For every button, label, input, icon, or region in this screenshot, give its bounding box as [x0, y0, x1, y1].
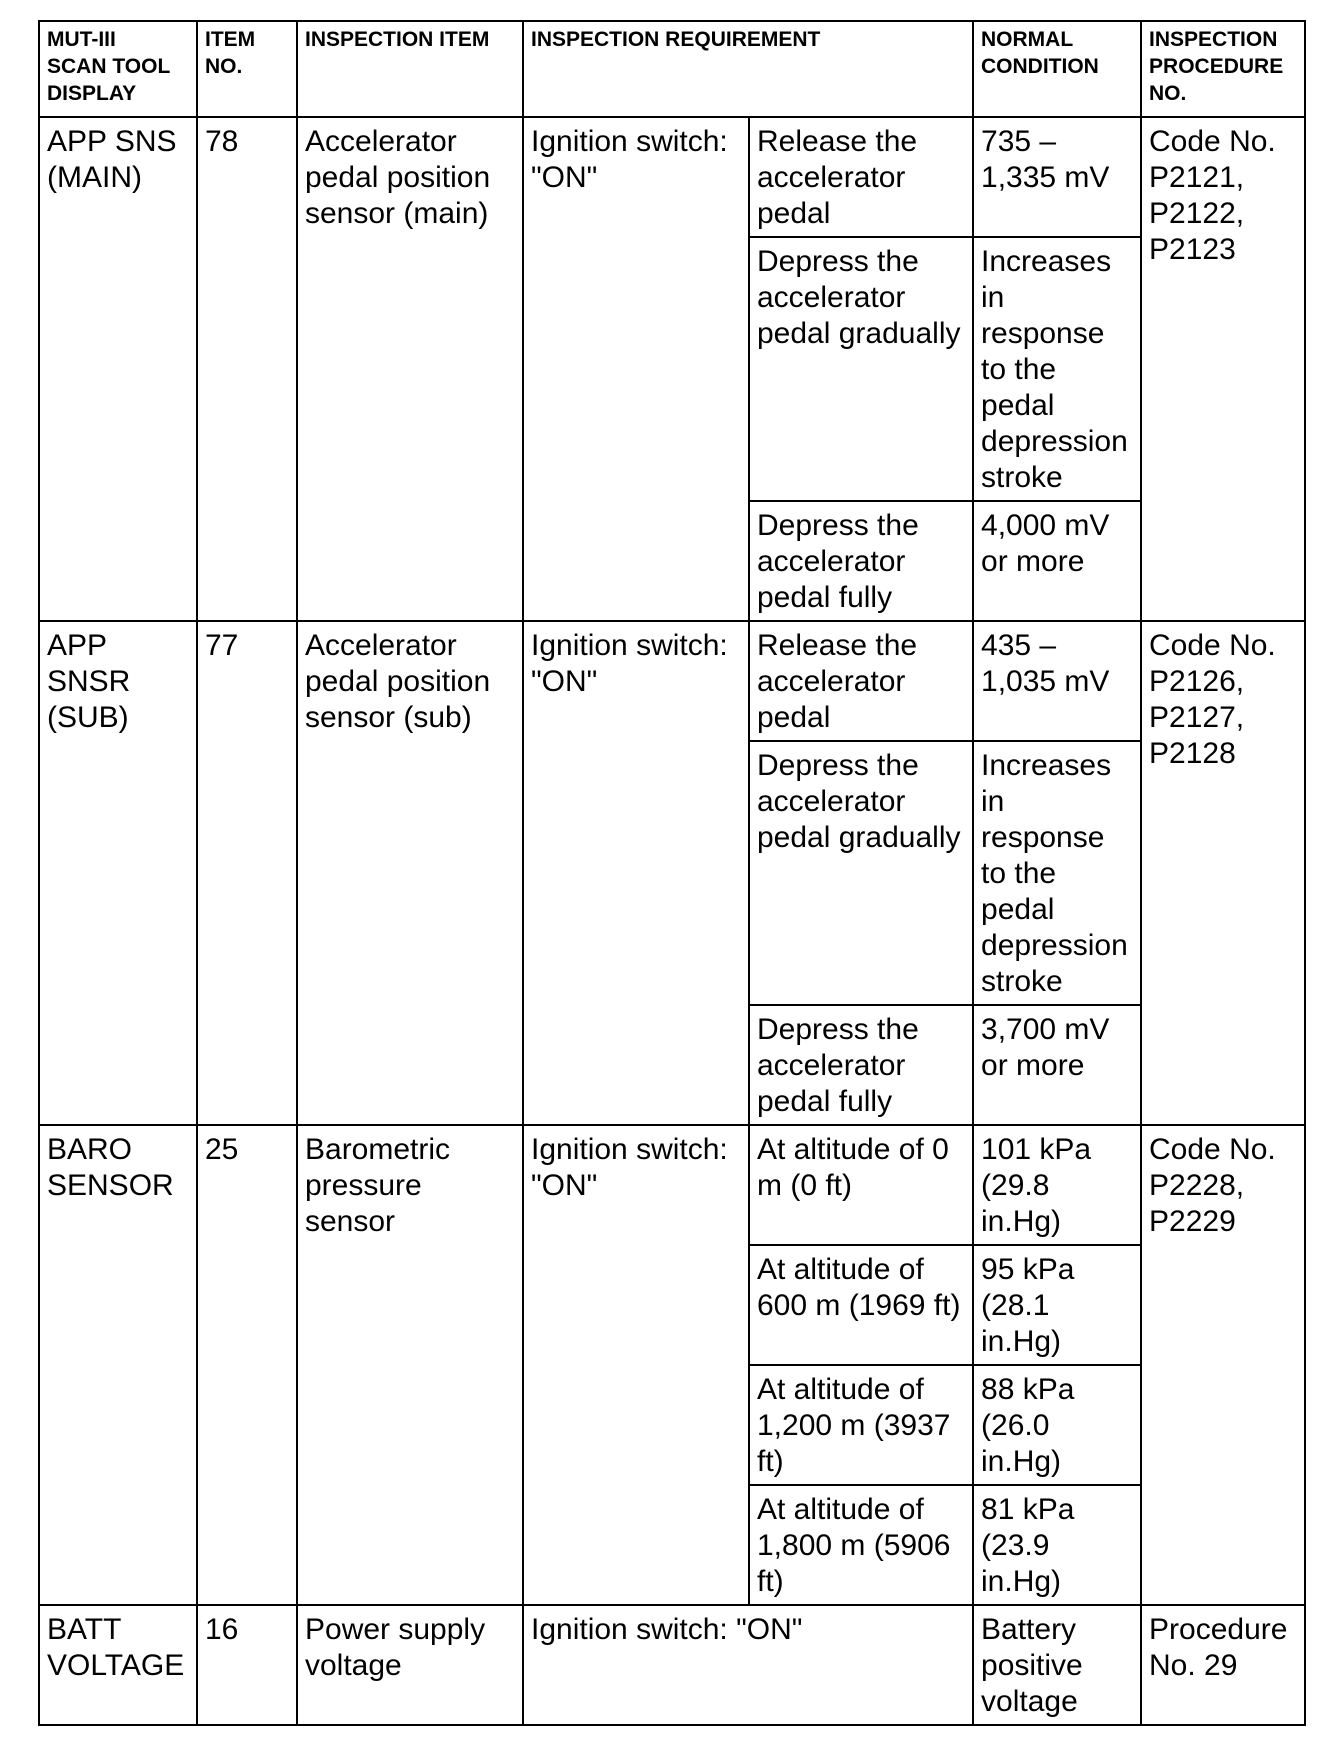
- display-cell: BATT VOLTAGE: [39, 1605, 197, 1725]
- item-no-cell: 78: [197, 117, 297, 621]
- normal-condition-cell: 88 kPa (26.0 in.Hg): [973, 1365, 1141, 1485]
- procedure-cell: Code No. P2126, P2127, P2128: [1141, 621, 1305, 1125]
- header-procedure-no: INSPECTION PROCEDURE NO.: [1141, 21, 1305, 117]
- normal-condition-cell: 435 – 1,035 mV: [973, 621, 1141, 741]
- condition-requirement-cell: Depress the accelerator pedal gradually: [749, 237, 973, 501]
- normal-condition-cell: 101 kPa (29.8 in.Hg): [973, 1125, 1141, 1245]
- normal-condition-cell: Increases in response to the pedal depression stroke: [973, 741, 1141, 1005]
- inspection-item-cell: Barometric pressure sensor: [297, 1125, 523, 1605]
- normal-condition-cell: 95 kPa (28.1 in.Hg): [973, 1245, 1141, 1365]
- condition-requirement-cell: At altitude of 0 m (0 ft): [749, 1125, 973, 1245]
- table-row: [39, 1125, 1305, 1245]
- normal-condition-cell: Battery positive voltage: [973, 1605, 1141, 1725]
- display-cell: BARO SENSOR: [39, 1125, 197, 1605]
- condition-requirement-cell: At altitude of 1,800 m (5906 ft): [749, 1485, 973, 1605]
- requirement-cell: Ignition switch: "ON": [523, 1605, 973, 1725]
- display-cell: APP SNSR (SUB): [39, 621, 197, 1125]
- procedure-cell: Code No. P2228, P2229: [1141, 1125, 1305, 1605]
- condition-requirement-cell: Release the accelerator pedal: [749, 117, 973, 237]
- item-no-cell: 25: [197, 1125, 297, 1605]
- inspection-item-cell: Accelerator pedal position sensor (main): [297, 117, 523, 621]
- normal-condition-cell: 81 kPa (23.9 in.Hg): [973, 1485, 1141, 1605]
- header-inspection-item: INSPECTION ITEM: [297, 21, 523, 117]
- condition-requirement-cell: Depress the accelerator pedal fully: [749, 1005, 973, 1125]
- requirement-cell: Ignition switch: "ON": [523, 621, 749, 1125]
- normal-condition-cell: Increases in response to the pedal depression stroke: [973, 237, 1141, 501]
- condition-requirement-cell: Depress the accelerator pedal gradually: [749, 741, 973, 1005]
- header-row: [39, 21, 1305, 117]
- header-item-no: ITEM NO.: [197, 21, 297, 117]
- procedure-cell: Procedure No. 29: [1141, 1605, 1305, 1725]
- table-row: [39, 1605, 1305, 1725]
- normal-condition-cell: 735 – 1,335 mV: [973, 117, 1141, 237]
- condition-requirement-cell: At altitude of 600 m (1969 ft): [749, 1245, 973, 1365]
- header-inspection-requirement: INSPECTION REQUIREMENT: [523, 21, 973, 117]
- condition-requirement-cell: At altitude of 1,200 m (3937 ft): [749, 1365, 973, 1485]
- requirement-cell: Ignition switch: "ON": [523, 1125, 749, 1605]
- display-cell: APP SNS (MAIN): [39, 117, 197, 621]
- inspection-item-cell: Accelerator pedal position sensor (sub): [297, 621, 523, 1125]
- table-row: [39, 117, 1305, 237]
- header-display: MUT-III SCAN TOOL DISPLAY: [39, 21, 197, 117]
- procedure-cell: Code No. P2121, P2122, P2123: [1141, 117, 1305, 621]
- normal-condition-cell: 4,000 mV or more: [973, 501, 1141, 621]
- inspection-table: [38, 20, 1306, 1726]
- table-row: [39, 621, 1305, 741]
- requirement-cell: Ignition switch: "ON": [523, 117, 749, 621]
- item-no-cell: 77: [197, 621, 297, 1125]
- condition-requirement-cell: Depress the accelerator pedal fully: [749, 501, 973, 621]
- header-normal-condition: NORMAL CONDITION: [973, 21, 1141, 117]
- normal-condition-cell: 3,700 mV or more: [973, 1005, 1141, 1125]
- condition-requirement-cell: Release the accelerator pedal: [749, 621, 973, 741]
- inspection-item-cell: Power supply voltage: [297, 1605, 523, 1725]
- item-no-cell: 16: [197, 1605, 297, 1725]
